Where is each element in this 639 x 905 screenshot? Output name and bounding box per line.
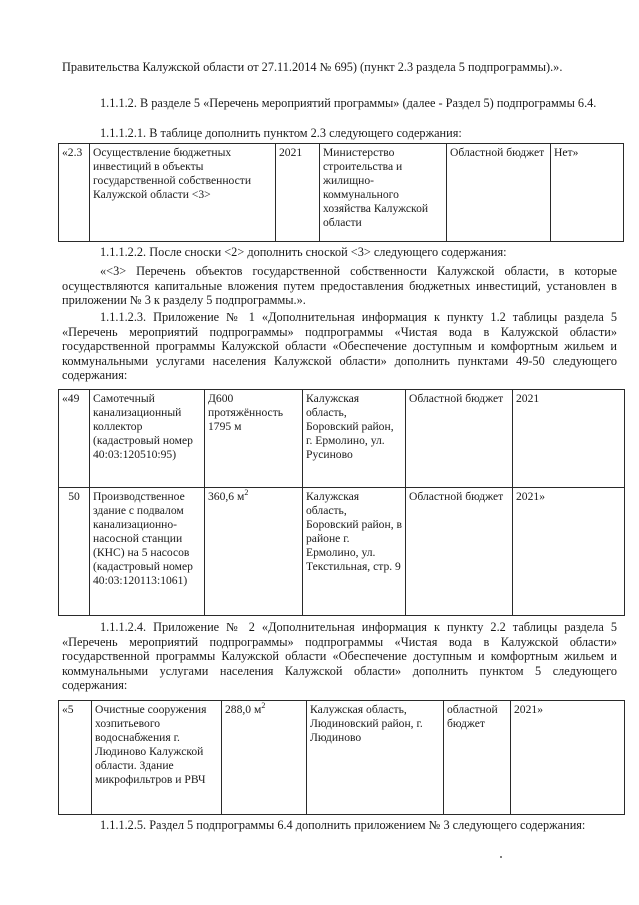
cell-size [222, 701, 307, 815]
cell-measure: Осуществление бюджетных инвестиций в объекты государственной собственности Калужской области <3> [90, 144, 276, 242]
paragraph-1-1-1-2-5: 1.1.1.2.5. Раздел 5 подпрограммы 6.4 дополнить приложением № 3 следующего содержания: [100, 818, 586, 832]
cell-number: «2.3 [59, 144, 90, 242]
cell-object: Самотечный канализационный коллектор (кадастровый номер 40:03:120510:95) [90, 390, 205, 488]
cell-size [205, 488, 303, 616]
paragraph-1-1-1-2-2: 1.1.1.2.2. После сноски <2> дополнить сноской <3> следующего содержания: [100, 245, 507, 259]
cell-executor: Министерство строительства и жилищно-коммунального хозяйства Калужской области [320, 144, 447, 242]
cell-address: Калужская область, Боровский район, в районе г. Ермолино, ул. Текстильная, стр. 9 [303, 488, 406, 616]
cell-year: 2021» [513, 488, 625, 616]
table-row [59, 144, 624, 242]
cell-object: Производственное здание с подвалом канализационно-насосной станции (КНС) на 5 насосов (кадастровый номер 40:03:120113:1061) [90, 488, 205, 616]
cell-year: 2021» [511, 701, 625, 815]
size-value: 360,6 м [208, 490, 245, 503]
table-item-5 [58, 700, 625, 815]
paragraph-continuation: Правительства Калужской области от 27.11.2014 № 695) (пункт 2.3 раздела 5 подпрограммы).». [62, 60, 563, 74]
size-value: 288,0 м [225, 703, 262, 716]
scan-speck [500, 856, 502, 858]
cell-number: «49 [59, 390, 90, 488]
cell-number: «5 [59, 701, 92, 815]
cell-size [205, 390, 303, 488]
cell-last: Нет» [551, 144, 624, 242]
table-row [59, 488, 625, 616]
table-row [59, 701, 625, 815]
table-item-2-3 [58, 143, 624, 242]
paragraph-1-1-1-2-1: 1.1.1.2.1. В таблице дополнить пунктом 2.3 следующего содержания: [100, 126, 462, 140]
cell-year: 2021 [513, 390, 625, 488]
table-items-49-50 [58, 389, 625, 616]
paragraph-1-1-1-2-4: 1.1.1.2.4. Приложение № 2 «Дополнительная информация к пункту 2.2 таблицы раздела 5 «Перечень мероприятий подпрограммы» подпрограммы «Чистая вода в Калужской области» государственной программы Калужской области «Обеспечение доступным и комфортным жильем и коммунальными услугами населения Калужской области» дополнить пунктом 5 следующего содержания: [62, 620, 617, 693]
paragraph-1-1-1-2: 1.1.1.2. В разделе 5 «Перечень мероприятий программы» (далее - Раздел 5) подпрограммы 6.4. [100, 96, 597, 110]
table-row [59, 390, 625, 488]
unit-superscript: 2 [261, 701, 266, 711]
cell-year: 2021 [276, 144, 320, 242]
size-value: Д600 протяжённость 1795 м [208, 392, 284, 433]
unit-superscript: 2 [244, 488, 249, 498]
cell-address: Калужская область, Людиновский район, г. Людиново [307, 701, 444, 815]
cell-source: областной бюджет [444, 701, 511, 815]
paragraph-1-1-1-2-3: 1.1.1.2.3. Приложение № 1 «Дополнительная информация к пункту 1.2 таблицы раздела 5 «Перечень мероприятий подпрограммы» подпрограммы «Чистая вода в Калужской области» государственной программы Калужской области «Обеспечение доступным и комфортным жильем и коммунальными услугами населения Калужской области» дополнить пунктами 49-50 следующего содержания: [62, 310, 617, 383]
cell-source: Областной бюджет [406, 390, 513, 488]
cell-object: Очистные сооружения хозпитьевого водоснабжения г. Людиново Калужской области. Здание микрофильтров и РВЧ [92, 701, 222, 815]
cell-source: Областной бюджет [406, 488, 513, 616]
footnote-3-text: «<3> Перечень объектов государственной собственности Калужской области, в которые осуществляются капитальные вложения путем предоставления бюджетных инвестиций, установлен в приложении № 3 к разделу 5 подпрограммы.». [62, 264, 617, 308]
cell-source: Областной бюджет [447, 144, 551, 242]
cell-number: 50 [59, 488, 90, 616]
cell-address: Калужская область, Боровский район, г. Ермолино, ул. Русиново [303, 390, 406, 488]
